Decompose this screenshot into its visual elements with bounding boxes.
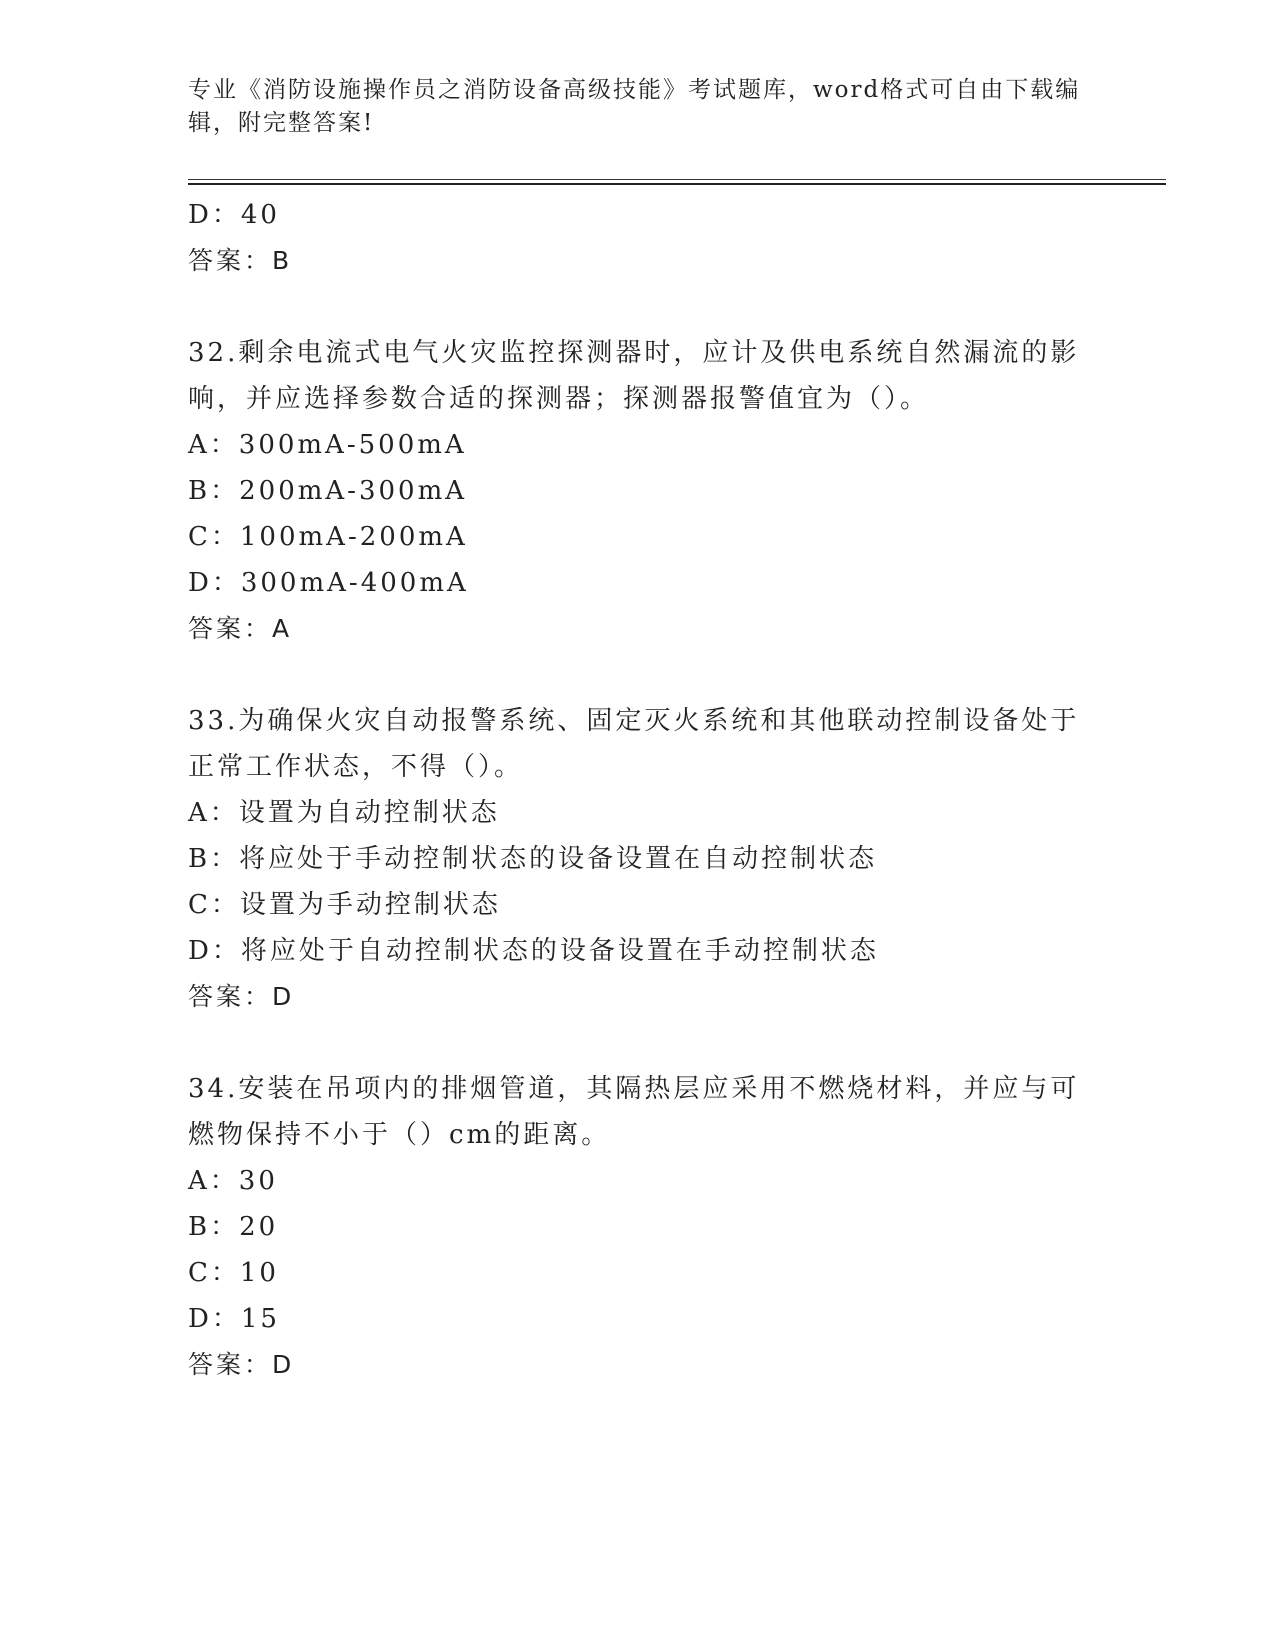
- option-d: D：将应处于自动控制状态的设备设置在手动控制状态: [188, 936, 879, 966]
- option-b: B：20: [188, 1212, 279, 1242]
- question-34: [188, 1066, 1108, 1388]
- question-text: 33.为确保火灾自动报警系统、固定灭火系统和其他联动控制设备处于: [188, 706, 1080, 736]
- option-c: C：10: [188, 1258, 279, 1288]
- header-divider-thick: [188, 183, 1166, 185]
- option-d: D：40: [188, 200, 280, 230]
- option-d: D：300mA-400mA: [188, 568, 469, 598]
- option-b: B：将应处于手动控制状态的设备设置在自动控制状态: [188, 844, 878, 874]
- question-list: [188, 192, 1108, 1388]
- question-text-continued: 正常工作状态，不得（）。: [188, 752, 524, 782]
- answer: 答案：D: [188, 982, 295, 1011]
- answer: 答案：A: [188, 614, 293, 643]
- question-text-continued: 响，并应选择参数合适的探测器；探测器报警值宜为（）。: [188, 384, 930, 414]
- header-divider-thin: [188, 179, 1166, 180]
- option-d: D：15: [188, 1304, 280, 1334]
- option-c: C：100mA-200mA: [188, 522, 468, 552]
- option-a: A：300mA-500mA: [188, 430, 467, 460]
- question-text: 34.安装在吊项内的排烟管道，其隔热层应采用不燃烧材料，并应与可: [188, 1074, 1080, 1104]
- question-33: [188, 698, 1108, 1020]
- answer: 答案：D: [188, 1350, 295, 1379]
- option-c: C：设置为手动控制状态: [188, 890, 501, 920]
- option-a: A：30: [188, 1166, 278, 1196]
- document-header: [188, 74, 1088, 140]
- option-b: B：200mA-300mA: [188, 476, 468, 506]
- answer: 答案：B: [188, 246, 293, 275]
- option-a: A：设置为自动控制状态: [188, 798, 500, 828]
- question-text: 32.剩余电流式电气火灾监控探测器时，应计及供电系统自然漏流的影: [188, 338, 1080, 368]
- question-text-continued: 燃物保持不小于（）cm的距离。: [188, 1120, 611, 1150]
- header-line-1: 专业《消防设施操作员之消防设备高级技能》考试题库，word格式可自由下载编: [188, 77, 1081, 103]
- header-line-2: 辑，附完整答案!: [188, 110, 375, 136]
- question-32: [188, 330, 1108, 652]
